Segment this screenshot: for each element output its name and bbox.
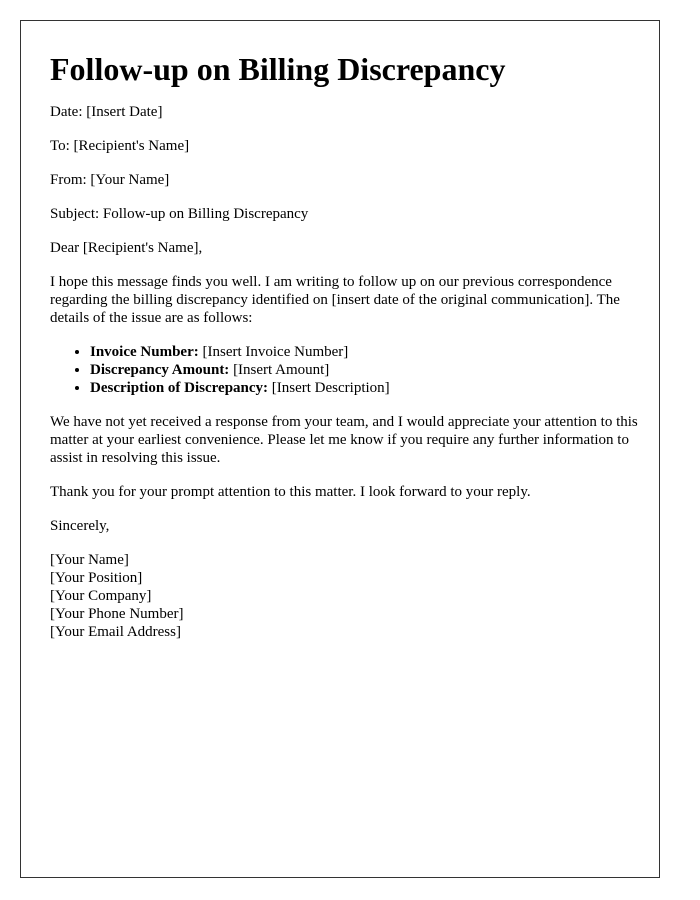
detail-value: [Insert Amount] xyxy=(229,362,330,378)
letter-title: Follow-up on Billing Discrepancy xyxy=(50,51,506,87)
signature-company: [Your Company] xyxy=(50,588,152,604)
detail-label: Discrepancy Amount: xyxy=(90,362,230,378)
body-paragraph: We have not yet received a response from your team, and I would appreciate your attention to this matter at your earliest convenience. Please let me know if you require any further information to assist in resolving this issue. xyxy=(50,414,638,466)
detail-item-discrepancy-amount xyxy=(90,361,640,379)
to-line: To: [Recipient's Name] xyxy=(50,138,190,154)
signature-phone: [Your Phone Number] xyxy=(50,606,184,622)
salutation: Dear [Recipient's Name], xyxy=(50,240,203,256)
signature-block xyxy=(50,551,640,641)
detail-value: [Insert Description] xyxy=(268,380,390,396)
closing: Sincerely, xyxy=(50,518,110,534)
signature-email: [Your Email Address] xyxy=(50,624,181,640)
detail-item-description xyxy=(90,379,640,397)
intro-paragraph: I hope this message finds you well. I am writing to follow up on our previous correspondence regarding the billing discrepancy identified on [insert date of the original communication]. The details of the issue are as follows: xyxy=(50,274,620,326)
letter-content xyxy=(50,51,640,641)
signature-name: [Your Name] xyxy=(50,552,129,568)
thanks-paragraph: Thank you for your prompt attention to this matter. I look forward to your reply. xyxy=(50,484,531,500)
date-line: Date: [Insert Date] xyxy=(50,104,163,120)
details-list xyxy=(50,343,640,397)
from-line: From: [Your Name] xyxy=(50,172,170,188)
detail-value: [Insert Invoice Number] xyxy=(198,344,349,360)
letter-page xyxy=(20,20,660,878)
subject-line: Subject: Follow-up on Billing Discrepancy xyxy=(50,206,309,222)
signature-position: [Your Position] xyxy=(50,570,143,586)
detail-label: Description of Discrepancy: xyxy=(90,380,269,396)
detail-item-invoice-number xyxy=(90,343,640,361)
detail-label: Invoice Number: xyxy=(90,344,199,360)
